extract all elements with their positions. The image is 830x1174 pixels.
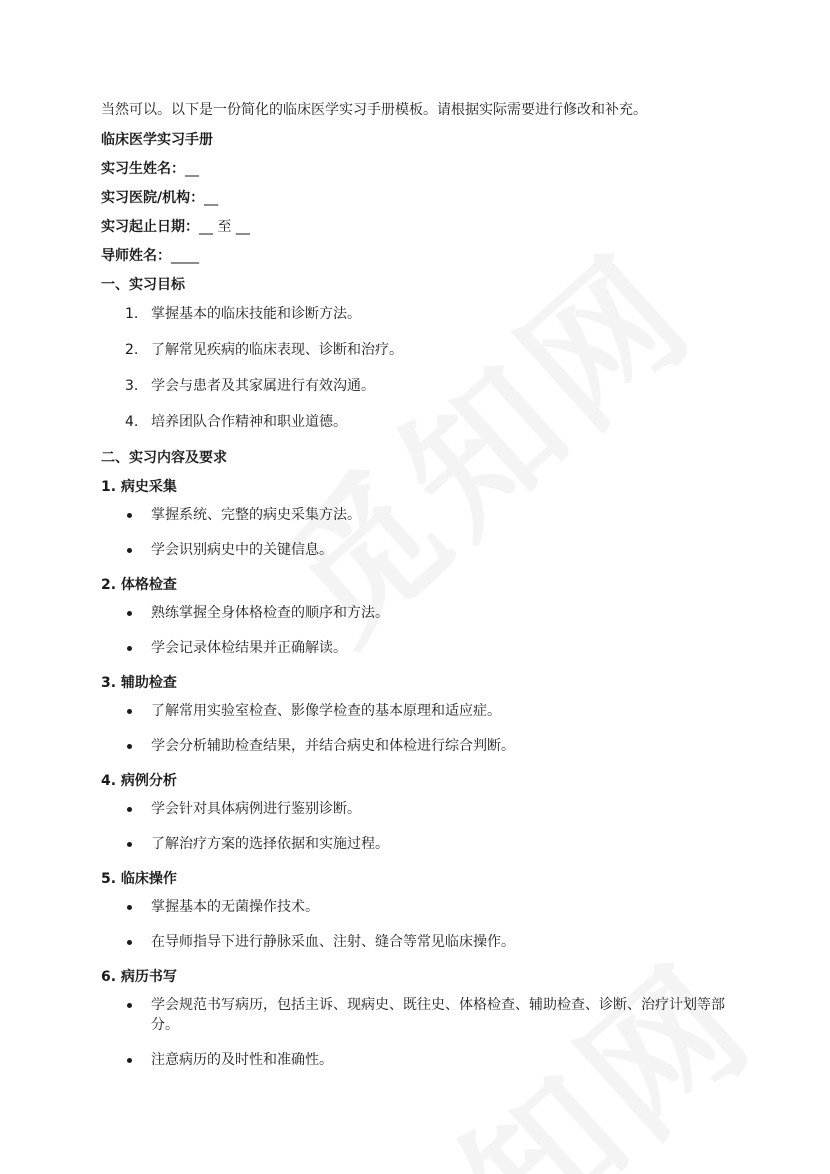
goal-item: 2. 了解常见疾病的临床表现、诊断和治疗。 bbox=[125, 342, 403, 358]
subsection-title: 2. 体格检查 bbox=[101, 577, 177, 593]
bullet-list bbox=[101, 995, 741, 1070]
subsection-title: 5. 临床操作 bbox=[101, 871, 177, 887]
bullet-list bbox=[101, 701, 741, 756]
bullet-list bbox=[101, 603, 741, 658]
field-hospital: 实习医院/机构：__ bbox=[101, 190, 219, 206]
list-item: 学会识别病史中的关键信息。 bbox=[101, 540, 741, 560]
section-title-goals: 一、实习目标 bbox=[101, 277, 185, 293]
goal-item: 4. 培养团队合作精神和职业道德。 bbox=[125, 414, 347, 430]
list-item: 掌握系统、完整的病史采集方法。 bbox=[101, 505, 741, 525]
bullet-list bbox=[101, 897, 741, 952]
list-item: 注意病历的及时性和准确性。 bbox=[101, 1050, 741, 1070]
field-intern-name: 实习生姓名：__ bbox=[101, 161, 199, 177]
document-body bbox=[101, 100, 741, 1085]
field-dates: 实习起止日期：__ 至 __ bbox=[101, 219, 250, 235]
goals-list bbox=[101, 304, 741, 432]
list-item: 了解常用实验室检查、影像学检查的基本原理和适应症。 bbox=[101, 701, 741, 721]
subsection-title: 1. 病史采集 bbox=[101, 479, 177, 495]
intro-text: 当然可以。以下是一份简化的临床医学实习手册模板。请根据实际需要进行修改和补充。 bbox=[101, 102, 647, 118]
bullet-list bbox=[101, 505, 741, 560]
manual-title: 临床医学实习手册 bbox=[101, 132, 213, 148]
list-item: 了解治疗方案的选择依据和实施过程。 bbox=[101, 834, 741, 854]
list-item: 熟练掌握全身体格检查的顺序和方法。 bbox=[101, 603, 741, 623]
list-item: 在导师指导下进行静脉采血、注射、缝合等常见临床操作。 bbox=[101, 932, 741, 952]
goal-item: 3. 学会与患者及其家属进行有效沟通。 bbox=[125, 378, 375, 394]
list-item: 学会规范书写病历，包括主诉、现病史、既往史、体格检查、辅助检查、诊断、治疗计划等部分。 bbox=[101, 995, 741, 1035]
field-mentor: 导师姓名：____ bbox=[101, 248, 199, 264]
section-title-content: 二、实习内容及要求 bbox=[101, 450, 227, 466]
list-item: 学会记录体检结果并正确解读。 bbox=[101, 638, 741, 658]
bullet-list bbox=[101, 799, 741, 854]
subsection-title: 4. 病例分析 bbox=[101, 773, 177, 789]
list-item: 学会针对具体病例进行鉴别诊断。 bbox=[101, 799, 741, 819]
subsection-title: 6. 病历书写 bbox=[101, 969, 177, 985]
list-item: 掌握基本的无菌操作技术。 bbox=[101, 897, 741, 917]
list-item: 学会分析辅助检查结果，并结合病史和体检进行综合判断。 bbox=[101, 736, 741, 756]
goal-item: 1. 掌握基本的临床技能和诊断方法。 bbox=[125, 306, 361, 322]
subsection-title: 3. 辅助检查 bbox=[101, 675, 177, 691]
